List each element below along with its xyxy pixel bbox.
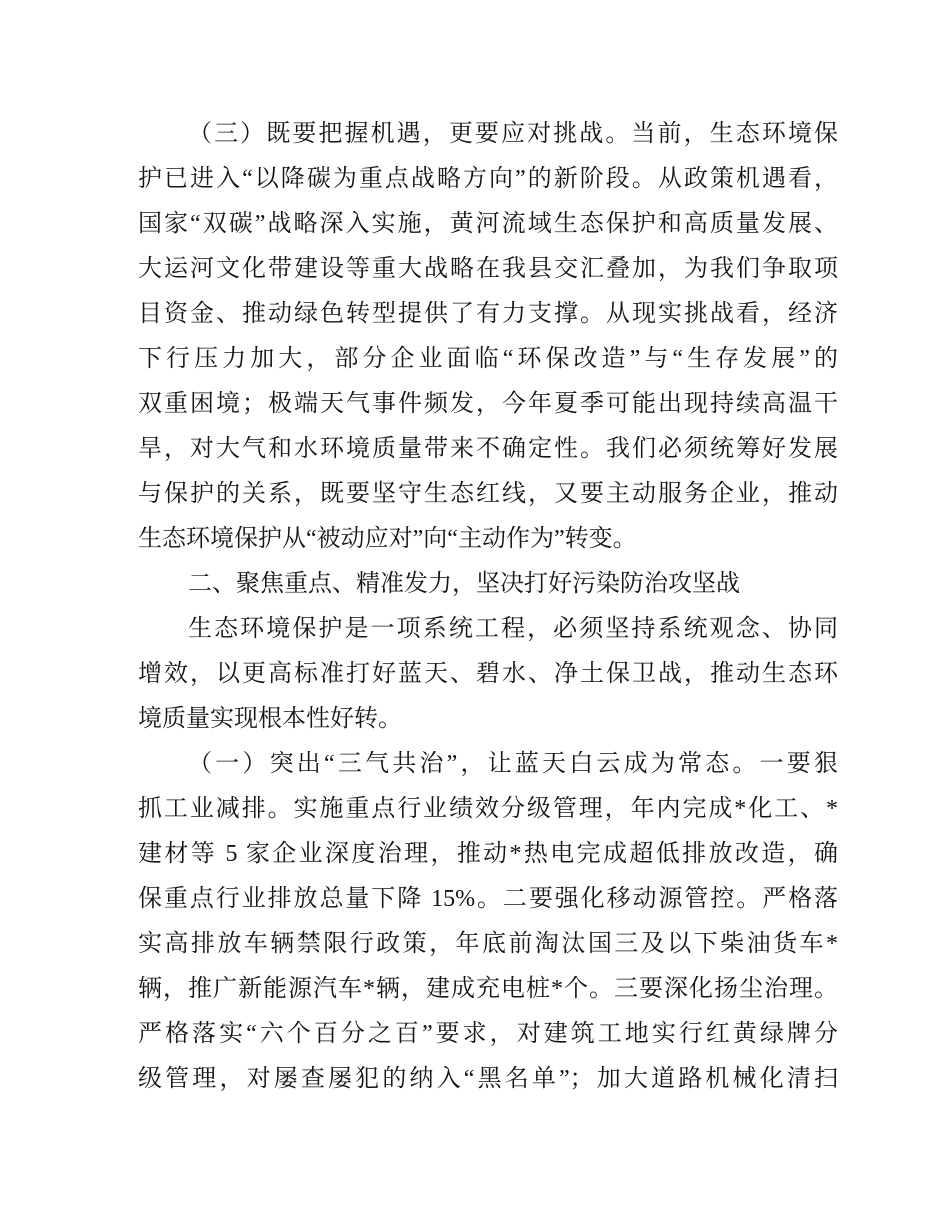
text-line: 境质量实现根本性好转。 [138,706,402,732]
text-line: 级管理，对屡查屡犯的纳入“黑名单”；加大道路机械化清扫 [138,1066,838,1092]
text-line: 严格落实“六个百分之百”要求，对建筑工地实行红黄绿牌分 [138,1021,838,1047]
text-line: 生态环境保护是一项系统工程，必须坚持系统观念、协同 [188,616,838,642]
text-line: 建材等 5 家企业深度治理，推动*热电完成超低排放改造，确 [138,841,838,867]
section-heading [138,562,838,607]
body-paragraph [138,112,838,562]
text-line: （一）突出“三气共治”，让蓝天白云成为常态。一要狠 [188,751,838,777]
text-line: 目资金、推动绿色转型提供了有力支撑。从现实挑战看，经济 [138,301,838,327]
text-line: 增效，以更高标准打好蓝天、碧水、净土保卫战，推动生态环 [138,661,838,687]
text-line: 护已进入“以降碳为重点战略方向”的新阶段。从政策机遇看， [138,166,838,192]
text-line: 与保护的关系，既要坚守生态红线，又要主动服务企业，推动 [138,481,838,507]
text-line: 大运河文化带建设等重大战略在我县交汇叠加，为我们争取项 [138,256,838,282]
document-text-block [138,112,838,1102]
text-line: （三）既要把握机遇，更要应对挑战。当前，生态环境保 [188,121,838,147]
text-line: 抓工业减排。实施重点行业绩效分级管理，年内完成*化工、* [138,796,838,822]
text-line: 国家“双碳”战略深入实施，黄河流域生态保护和高质量发展、 [138,211,838,237]
text-line: 旱，对大气和水环境质量带来不确定性。我们必须统筹好发展 [138,436,838,462]
text-line: 下行压力加大，部分企业面临“环保改造”与“生存发展”的 [138,346,838,372]
text-line: 辆，推广新能源汽车*辆，建成充电桩*个。三要深化扬尘治理。 [138,976,838,1002]
text-line: 保重点行业排放总量下降 15%。二要强化移动源管控。严格落 [138,886,838,912]
text-line: 二、聚焦重点、精准发力，坚决打好污染防治攻坚战 [188,571,740,597]
body-paragraph [138,607,838,742]
body-paragraph [138,742,838,1102]
text-line: 实高排放车辆禁限行政策，年底前淘汰国三及以下柴油货车* [138,931,838,957]
text-line: 生态环境保护从“被动应对”向“主动作为”转变。 [138,526,637,552]
text-line: 双重困境；极端天气事件频发，今年夏季可能出现持续高温干 [138,391,838,417]
